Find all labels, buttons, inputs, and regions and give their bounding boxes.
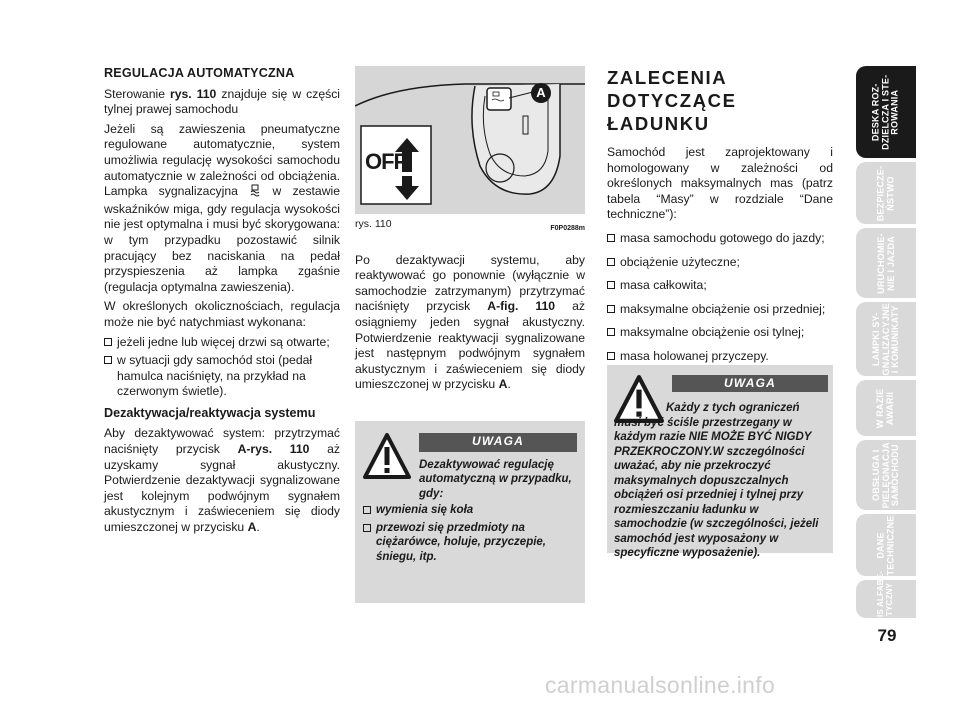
warning-intro: Dezaktywować regulację automatyczną w przypadku, gdy: (419, 458, 572, 500)
figure-code: F0P0288m (550, 225, 585, 232)
warning-triangle-icon (363, 433, 411, 479)
tab-warning-lights[interactable]: LAMPKI SY- GNALIZACYJNE I KOMUNIKATY (856, 302, 916, 376)
list-item: masa samochodu gotowego do jazdy; (607, 231, 833, 247)
heading-automatic-regulation: REGULACJA AUTOMATYCZNA (104, 66, 295, 80)
checkbox-bullet-icon (607, 234, 615, 242)
list-item: maksymalne obciążenie osi przedniej; (607, 302, 833, 318)
list-item: jeżeli jedne lub więcej drzwi są otwarte; (104, 335, 340, 351)
paragraph-circumstances: W określonych okolicznościach, regulacja może nie być natychmiast wykonana: (104, 299, 340, 329)
figure-caption (355, 217, 585, 237)
warning-header (363, 433, 577, 501)
paragraph-deactivation: Aby dezaktywować system: przytrzymać naciśnięty przycisk A-rys. 110 aż uzyskamy sygnał akustyczny. Potwierdzenie dezaktywacji sygnalizowane jest kolejnym podwójnym sygnałem akustycznym i zaświeceniem się diody umieszczonej w przycisku A. (104, 426, 341, 535)
list-item: obciążenie użyteczne; (607, 255, 833, 271)
page-number: 79 (877, 626, 897, 645)
tab-starting-driving[interactable]: URUCHOMIE- NIE I JAZDA (856, 228, 916, 298)
list-item: masa holowanej przyczepy. (607, 349, 833, 365)
suspension-warning-icon (249, 184, 261, 202)
checkbox-bullet-icon (607, 352, 615, 360)
list-item: w sytuacji gdy samochód stoi (pedał hamulca naciśnięty, na przykład na czerwonym świetle). (104, 353, 340, 400)
watermark: carmanualsonline.info (545, 672, 776, 698)
list-item: przewozi się przedmioty na ciężarówce, holuje, przyczepie, śniegu, itp. (363, 521, 577, 565)
heading-deactivation: Dezaktywacja/reaktywacja systemu (104, 405, 316, 420)
checkbox-bullet-icon (607, 281, 615, 289)
figure-off-button (355, 66, 585, 214)
off-label: OFF (365, 149, 406, 174)
checkbox-bullet-icon (607, 258, 615, 266)
checkbox-bullet-icon (607, 305, 615, 313)
text-column-left (104, 66, 340, 540)
section-title-load: ZALECENIA DOTYCZĄCE ŁADUNKU (607, 67, 737, 134)
paragraph-homologation: Samochód jest zaprojektowany i homologowany w zależności od określonych maksymalnych mas (patrz tabela “Masy” w rozdziale “Dane techniczne”): (607, 145, 833, 222)
paragraph-pneumatic: Jeżeli są zawieszenia pneumatyczne regulowane automatycznie, system umożliwia regulację wysokości samochodu automatycznie w zależności od obciążenia. Lampka sygnalizacyjna w zestawie wskaźników miga, gdy regulacja wysokości nie jest optymalna i musi być skorygowana: w tym przypadku pozostawić silnik pracujący bez naciskania na pedał przyspieszenia aż lampka zgaśnie (regulacja optymalna zawieszenia). (104, 121, 340, 294)
paragraph-reactivation: Po dezaktywacji systemu, aby reaktywować go ponownie (wyłącznie w samochodzie zatrzymanym) przytrzymać naciśnięty przycisk A-fig. 110 aż osiągniemy jeden sygnał akustyczny. Potwierdzenie reaktywacji sygnalizowane jest następnym podwójnym sygnałem akustycznym i zaświeceniem się diody umieszczonej w przycisku A. (355, 252, 585, 392)
figure-caption-label: rys. 110 (355, 218, 392, 230)
warning-box-deactivate (355, 421, 585, 603)
warning-body: Każdy z tych ograniczeń musi być ściśle przestrzegany w każdym razie NIE MOŻE BYĆ NIGDY PRZEKROCZONY.W szczególności uważać, aby nie przekroczyć maksymalnych dopuszczalnych obciążeń osi przedniej i tylnej przy rozmieszczaniu ładunku w samochodzie (w szczególności, jeżeli samochód jest wyposażony w specyficzne wyposażenie). (614, 402, 819, 559)
list-item: wymienia się koła (363, 503, 577, 518)
warning-title: UWAGA (419, 433, 577, 452)
paragraph-control-location: Sterowanie rys. 110 znajduje się w części tylnej prawej samochodu (104, 86, 341, 117)
tab-emergency[interactable]: W RAZIE AWARII (856, 380, 916, 436)
list-item: masa całkowita; (607, 278, 833, 294)
checkbox-bullet-icon (607, 328, 615, 336)
text-column-right (607, 66, 833, 373)
tab-maintenance[interactable]: OBSŁUGA I PIELĘGNACJA SAMOCHODU (856, 440, 916, 510)
label-a-circle (531, 83, 551, 103)
checkbox-bullet-icon (363, 524, 371, 532)
list-item: maksymalne obciążenie osi tylnej; (607, 325, 833, 341)
warning-title: UWAGA (672, 375, 828, 392)
tab-technical-data[interactable]: DANE TECHNICZNE (856, 514, 916, 576)
text-column-middle (355, 66, 585, 603)
checkbox-bullet-icon (104, 356, 112, 364)
checkbox-bullet-icon (363, 506, 371, 514)
tab-index[interactable]: SPIS ALFABE- TYCZNY (856, 580, 916, 618)
tab-safety[interactable]: BEZPIECZE- ŃSTWO (856, 162, 916, 224)
warning-box-load-limits (607, 365, 833, 559)
checkbox-bullet-icon (104, 338, 112, 346)
tab-dashboard-controls[interactable]: DESKA ROZ- DZIELCZA I STE- ROWANIA (856, 66, 916, 158)
label-a: A (536, 85, 546, 100)
